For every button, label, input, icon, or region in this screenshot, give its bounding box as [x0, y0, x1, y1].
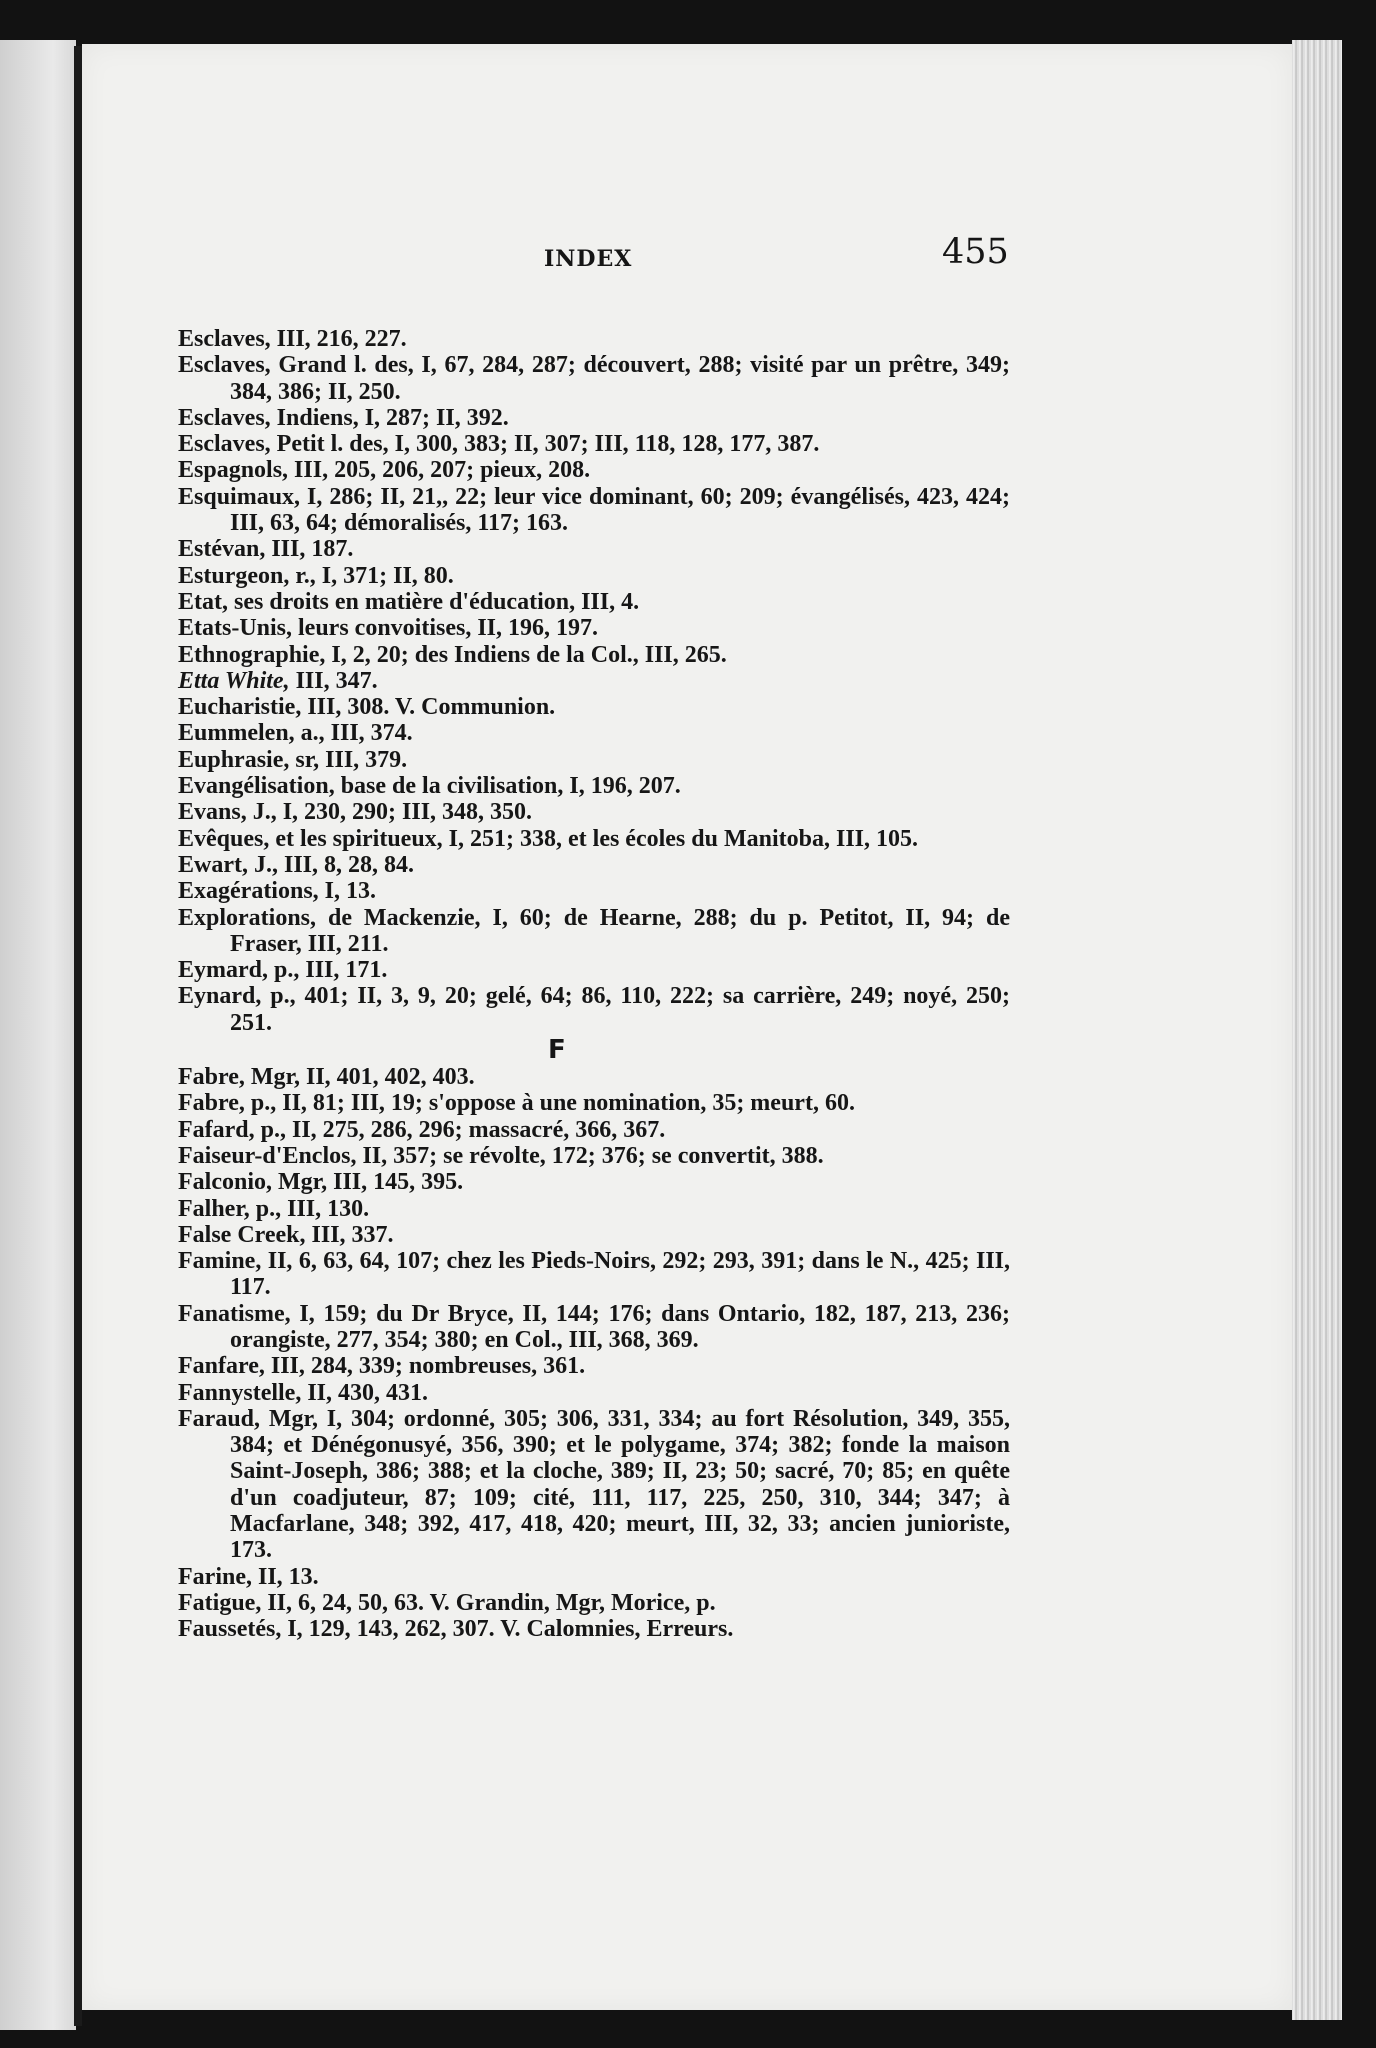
index-entry-text: Falconio, Mgr, III, 145, 395.: [178, 1169, 464, 1196]
index-entry: [178, 826, 1010, 852]
index-entry: [178, 957, 1010, 983]
index-entry: [178, 1406, 1010, 1564]
index-entry-text: Evêques, et les spiritueux, I, 251; 338, et les écoles du Manitoba, III, 105.: [178, 825, 918, 852]
index-entry-text: Esclaves, Indiens, I, 287; II, 392.: [178, 404, 509, 431]
index-entry-text: Evans, J., I, 230, 290; III, 348, 350.: [178, 799, 533, 826]
page-number: 455: [942, 232, 1009, 272]
index-entry-text: Espagnols, III, 205, 206, 207; pieux, 208.: [178, 457, 591, 484]
index-entry: [178, 668, 1010, 694]
index-entry-text: Esturgeon, r., I, 371; II, 80.: [178, 562, 454, 589]
index-entry: [178, 563, 1010, 589]
index-entry-text: Eucharistie, III, 308. V. Communion.: [178, 694, 556, 721]
index-entry: [178, 1222, 1010, 1248]
index-entry-text: Esquimaux, I, 286; II, 21,, 22; leur vice dominant, 60; 209; évangélisés, 423, 424; III, 63, 64; démoralisés, 117; 163.: [178, 483, 1010, 537]
index-entries-f: [178, 1064, 1010, 1643]
index-entry-text: Esclaves, Grand l. des, I, 67, 284, 287; découvert, 288; visité par un prêtre, 349; 384, 386; II, 250.: [178, 352, 1010, 405]
index-entry-text: Eymard, p., III, 171.: [178, 957, 388, 984]
index-entry: [178, 1301, 1010, 1354]
index-entries-e: [178, 326, 1010, 1036]
section-letter: F: [548, 1035, 566, 1066]
index-entry-text: Estévan, III, 187.: [178, 536, 354, 563]
index-entry-text: III, 347.: [289, 667, 378, 694]
index-entry-text: Faraud, Mgr, I, 304; ordonné, 305; 306, 331, 334; au fort Résolution, 349, 355, 384; et Dénégonusyé, 356, 390; et le polygame, 374; 382; fonde la maison Saint-Joseph, 386; 388; et la cloche, 389; II, 23; 50; sacré, 70; 85; en quête d'un coadjuteur, 87; 109; cité, 111, 117, 225, 250, 310, 344; 347; à Macfarlane, 348; 392, 417, 418, 420; meurt, III, 32, 33; ancien junioriste, 173.: [178, 1405, 1010, 1564]
index-entry: [178, 326, 1010, 352]
index-entry: [178, 1248, 1010, 1301]
index-entry: [178, 589, 1010, 615]
index-entry: [178, 615, 1010, 641]
index-entry-text: Exagérations, I, 13.: [178, 878, 376, 905]
index-entry: [178, 1616, 1010, 1642]
index-entry: [178, 1090, 1010, 1116]
index-entry: [178, 642, 1010, 668]
index-entry: [178, 352, 1010, 405]
index-entry: [178, 1564, 1010, 1590]
index-entry-text: False Creek, III, 337.: [178, 1221, 394, 1248]
index-entry-text: Fanfare, III, 284, 339; nombreuses, 361.: [178, 1353, 586, 1380]
index-entry: [178, 799, 1010, 825]
index-entry: [178, 747, 1010, 773]
index-entry: [178, 694, 1010, 720]
index-entry-text: Fabre, Mgr, II, 401, 402, 403.: [178, 1064, 475, 1091]
index-entry: [178, 983, 1010, 1036]
index-entry: [178, 457, 1010, 483]
index-entry: [178, 1353, 1010, 1379]
index-entry-text: Etat, ses droits en matière d'éducation, III, 4.: [178, 588, 640, 615]
running-head: INDEX: [544, 246, 633, 272]
index-entry: [178, 905, 1010, 958]
index-entry-text: Eynard, p., 401; II, 3, 9, 20; gelé, 64; 86, 110, 222; sa carrière, 249; noyé, 250; 251.: [178, 983, 1010, 1036]
index-entry-text: Ewart, J., III, 8, 28, 84.: [178, 851, 415, 878]
index-entry-text: Fannystelle, II, 430, 431.: [178, 1379, 429, 1406]
index-entry-text: Falher, p., III, 130.: [178, 1195, 370, 1222]
index-entry-text: Fafard, p., II, 275, 286, 296; massacré, 366, 367.: [178, 1116, 666, 1143]
index-entry-text: Etats-Unis, leurs convoitises, II, 196, 197.: [178, 615, 599, 642]
index-entry: [178, 1380, 1010, 1406]
index-entry: [178, 1590, 1010, 1616]
index-entry-text: Faussetés, I, 129, 143, 262, 307. V. Calomnies, Erreurs.: [178, 1616, 734, 1643]
index-entry-text: Fanatisme, I, 159; du Dr Bryce, II, 144; 176; dans Ontario, 182, 187, 213, 236; orangiste, 277, 354; 380; en Col., III, 368, 369.: [178, 1300, 1010, 1353]
index-entry-text: Fatigue, II, 6, 24, 50, 63. V. Grandin, Mgr, Morice, p.: [178, 1589, 716, 1616]
index-entry: [178, 773, 1010, 799]
index-entry: [178, 536, 1010, 562]
index-entry: [178, 720, 1010, 746]
index-entry-text: Faiseur-d'Enclos, II, 357; se révolte, 172; 376; se convertit, 388.: [178, 1142, 824, 1169]
index-entry-text: Ethnographie, I, 2, 20; des Indiens de la Col., III, 265.: [178, 641, 727, 668]
index-entry: [178, 1064, 1010, 1090]
index-entry: [178, 431, 1010, 457]
index-entry: [178, 1143, 1010, 1169]
index-entry: [178, 852, 1010, 878]
index-entry-italic-heading: Etta White,: [178, 667, 290, 694]
index-entry: [178, 1196, 1010, 1222]
index-entry-text: Esclaves, III, 216, 227.: [178, 326, 407, 352]
index-entry-text: Famine, II, 6, 63, 64, 107; chez les Pieds-Noirs, 292; 293, 391; dans le N., 425; III, 117.: [178, 1248, 1010, 1301]
index-entry-text: Euphrasie, sr, III, 379.: [178, 746, 408, 773]
index-entry-text: Evangélisation, base de la civilisation, I, 196, 207.: [178, 773, 681, 800]
book-gutter: [74, 46, 82, 2026]
index-entry-text: Esclaves, Petit l. des, I, 300, 383; II, 307; III, 118, 128, 177, 387.: [178, 431, 820, 458]
index-entries: [178, 326, 1010, 1643]
index-entry-text: Eummelen, a., III, 374.: [178, 720, 413, 747]
index-entry-text: Farine, II, 13.: [178, 1563, 319, 1590]
index-entry: [178, 484, 1010, 537]
index-entry: [178, 878, 1010, 904]
index-entry-text: Explorations, de Mackenzie, I, 60; de Hearne, 288; du p. Petitot, II, 94; de Fraser, III, 211.: [178, 904, 1010, 957]
left-page-edge: [0, 40, 76, 2030]
index-entry: [178, 1169, 1010, 1195]
page-stack-edge: [1292, 40, 1342, 2020]
index-entry: [178, 405, 1010, 431]
index-entry-text: Fabre, p., II, 81; III, 19; s'oppose à une nomination, 35; meurt, 60.: [178, 1090, 855, 1117]
index-entry: [178, 1117, 1010, 1143]
